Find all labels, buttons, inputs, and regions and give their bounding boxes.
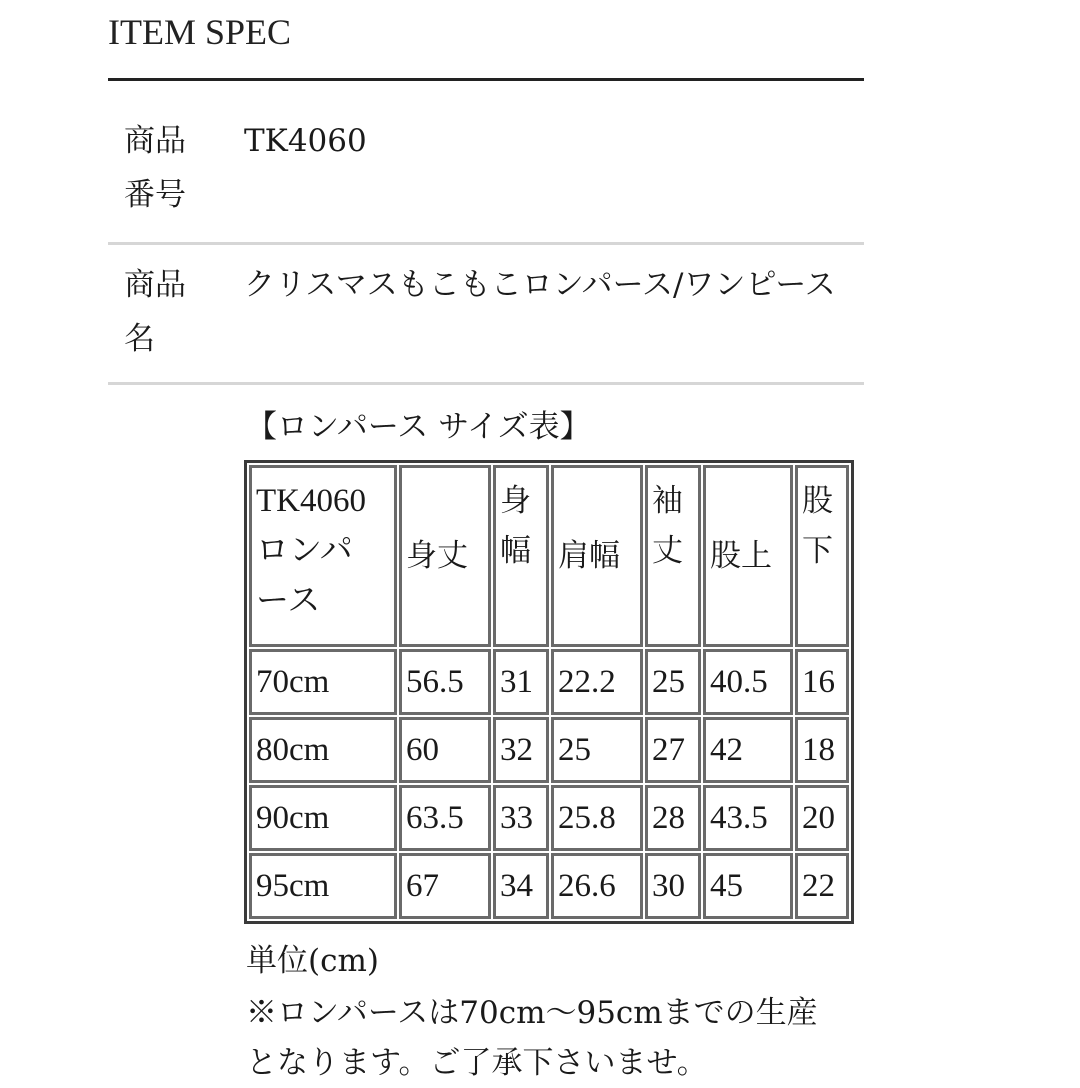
measurement-cell: 20 (795, 785, 849, 851)
measurement-cell: 22 (795, 853, 849, 919)
header-cell-width: 身 幅 (493, 465, 549, 647)
measurement-cell: 28 (645, 785, 701, 851)
spec-label-product-name: 商品 名 (124, 267, 186, 357)
measurement-cell: 25 (551, 717, 643, 783)
size-table-row (249, 717, 849, 783)
size-table-header-row (249, 465, 849, 647)
header-cell-sleeve: 袖 丈 (645, 465, 701, 647)
size-table-row (249, 785, 849, 851)
measurement-cell: 63.5 (399, 785, 491, 851)
measurement-cell: 25.8 (551, 785, 643, 851)
measurement-cell: 27 (645, 717, 701, 783)
size-table-row (249, 649, 849, 715)
size-table (244, 460, 854, 924)
unit-note: 単位(cm) (246, 943, 379, 979)
measurement-cell: 18 (795, 717, 849, 783)
measurement-cell: 40.5 (703, 649, 793, 715)
heading-divider (108, 78, 864, 81)
measurement-cell: 56.5 (399, 649, 491, 715)
size-cell: 80cm (249, 717, 397, 783)
spec-value-product-name: クリスマスもこもこロンパース/ワンピース (244, 267, 836, 303)
measurement-cell: 60 (399, 717, 491, 783)
measurement-cell: 45 (703, 853, 793, 919)
measurement-cell: 34 (493, 853, 549, 919)
measurement-cell: 25 (645, 649, 701, 715)
spec-value-product-number: TK4060 (244, 123, 367, 159)
measurement-cell: 22.2 (551, 649, 643, 715)
size-cell: 90cm (249, 785, 397, 851)
measurement-cell: 67 (399, 853, 491, 919)
header-cell-length: 身丈 (399, 465, 491, 647)
row-divider (108, 242, 864, 245)
availability-note: ※ロンパースは70cm〜95cmまでの生産となります。ご了承下さいませ。 (246, 995, 818, 1081)
size-table-caption: 【ロンパース サイズ表】 (246, 409, 591, 445)
measurement-cell: 16 (795, 649, 849, 715)
header-cell-rise: 股上 (703, 465, 793, 647)
size-table-row (249, 853, 849, 919)
size-cell: 70cm (249, 649, 397, 715)
measurement-cell: 31 (493, 649, 549, 715)
measurement-cell: 26.6 (551, 853, 643, 919)
section-heading: ITEM SPEC (108, 12, 292, 52)
header-cell-shoulder: 肩幅 (551, 465, 643, 647)
header-cell-model: TK4060 ロンパ ース (249, 465, 397, 647)
measurement-cell: 32 (493, 717, 549, 783)
measurement-cell: 33 (493, 785, 549, 851)
row-divider (108, 382, 864, 385)
spec-label-product-number: 商品 番号 (124, 123, 186, 213)
measurement-cell: 43.5 (703, 785, 793, 851)
header-cell-inseam: 股 下 (795, 465, 849, 647)
measurement-cell: 42 (703, 717, 793, 783)
measurement-cell: 30 (645, 853, 701, 919)
size-cell: 95cm (249, 853, 397, 919)
